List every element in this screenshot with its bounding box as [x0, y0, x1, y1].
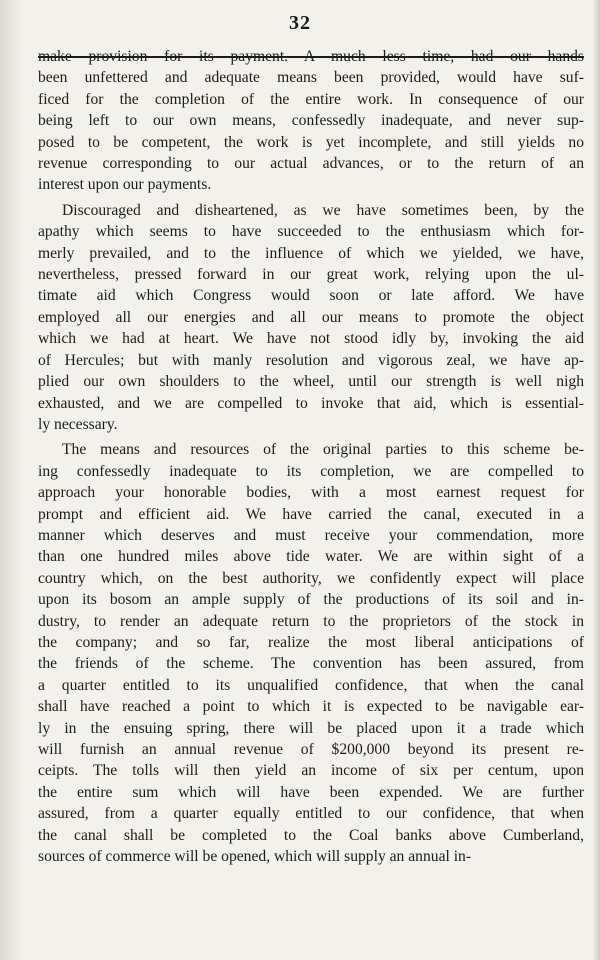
text-line: approach your honorable bodies, with a most earnest request for [38, 484, 584, 502]
text-line: apathy which seems to have succeeded to the enthusiasm which for- [38, 223, 584, 241]
text-line: The means and resources of the original parties to this scheme be- [62, 441, 584, 459]
paragraph [38, 46, 584, 196]
text-line: posed to be competent, the work is yet incomplete, and still yields no [38, 133, 584, 151]
text-line: a quarter entitled to its unqualified confidence, that when the canal [38, 676, 584, 694]
page-edge-shadow [592, 0, 600, 960]
text-line: merly prevailed, and to the influence of which we yielded, we have, [38, 244, 584, 262]
text-line: manner which deserves and must receive your commendation, more [38, 526, 584, 544]
text-line: dustry, to render an adequate return to the proprietors of the stock in [38, 612, 584, 630]
text-line: upon its bosom an ample supply of the productions of its soil and in- [38, 591, 584, 609]
text-line: the company; and so far, realize the most liberal anticipations of [38, 633, 584, 651]
body-text [38, 46, 584, 871]
text-line: ficed for the completion of the entire work. In consequence of our [38, 90, 584, 108]
text-line: ly in the ensuing spring, there will be placed upon it a trade which [38, 719, 584, 737]
text-line: country which, on the best authority, we confidently expect will place [38, 569, 584, 587]
text-line: being left to our own means, confessedly inadequate, and never sup- [38, 112, 584, 130]
text-line: sources of commerce will be opened, which will supply an annual in- [38, 848, 472, 866]
text-line: make provision for its payment. A much less time, had our hands [38, 48, 584, 65]
text-line: of Hercules; but with manly resolution and vigorous zeal, we have ap- [38, 351, 584, 369]
text-line: timate aid which Congress would soon or late afford. We have [38, 287, 584, 305]
text-line: been unfettered and adequate means been provided, would have suf- [38, 69, 584, 87]
text-line: prompt and efficient aid. We have carried the canal, executed in a [38, 505, 584, 523]
text-line: will furnish an annual revenue of $200,000 beyond its present re- [38, 741, 584, 758]
text-line: the entire sum which will have been expended. We are further [38, 783, 584, 801]
text-line: interest upon our payments. [38, 176, 212, 194]
text-line: exhausted, and we are compelled to invoke that aid, which is essential- [38, 394, 584, 412]
binding-gutter-shadow [0, 0, 22, 960]
text-line: ing confessedly inadequate to its completion, we are compelled to [38, 462, 584, 480]
text-line: assured, from a quarter equally entitled to our confidence, that when [38, 805, 584, 823]
text-line: plied our own shoulders to the wheel, until our strength is well nigh [38, 373, 584, 391]
text-line: shall have reached a point to which it is expected to be navigable ear- [38, 698, 584, 716]
text-line: ly necessary. [38, 415, 118, 433]
text-line: Discouraged and disheartened, as we have sometimes been, by the [62, 201, 584, 219]
text-line: than one hundred miles above tide water. We are within sight of a [38, 548, 584, 566]
text-line: employed all our energies and all our means to promote the object [38, 308, 584, 326]
paragraph [38, 439, 584, 867]
text-line: ceipts. The tolls will then yield an income of six per centum, upon [38, 762, 584, 780]
text-line: revenue corresponding to our actual advances, or to the return of an [38, 155, 584, 173]
paragraph [38, 200, 584, 435]
text-line: the friends of the scheme. The convention has been assured, from [38, 655, 584, 673]
text-line: nevertheless, pressed forward in our great work, relying upon the ul- [38, 266, 584, 284]
page-number: 32 [289, 12, 311, 34]
text-line: which we had at heart. We have not stood idly by, invoking the aid [38, 330, 584, 348]
text-line: the canal shall be completed to the Coal banks above Cumberland, [38, 826, 584, 844]
